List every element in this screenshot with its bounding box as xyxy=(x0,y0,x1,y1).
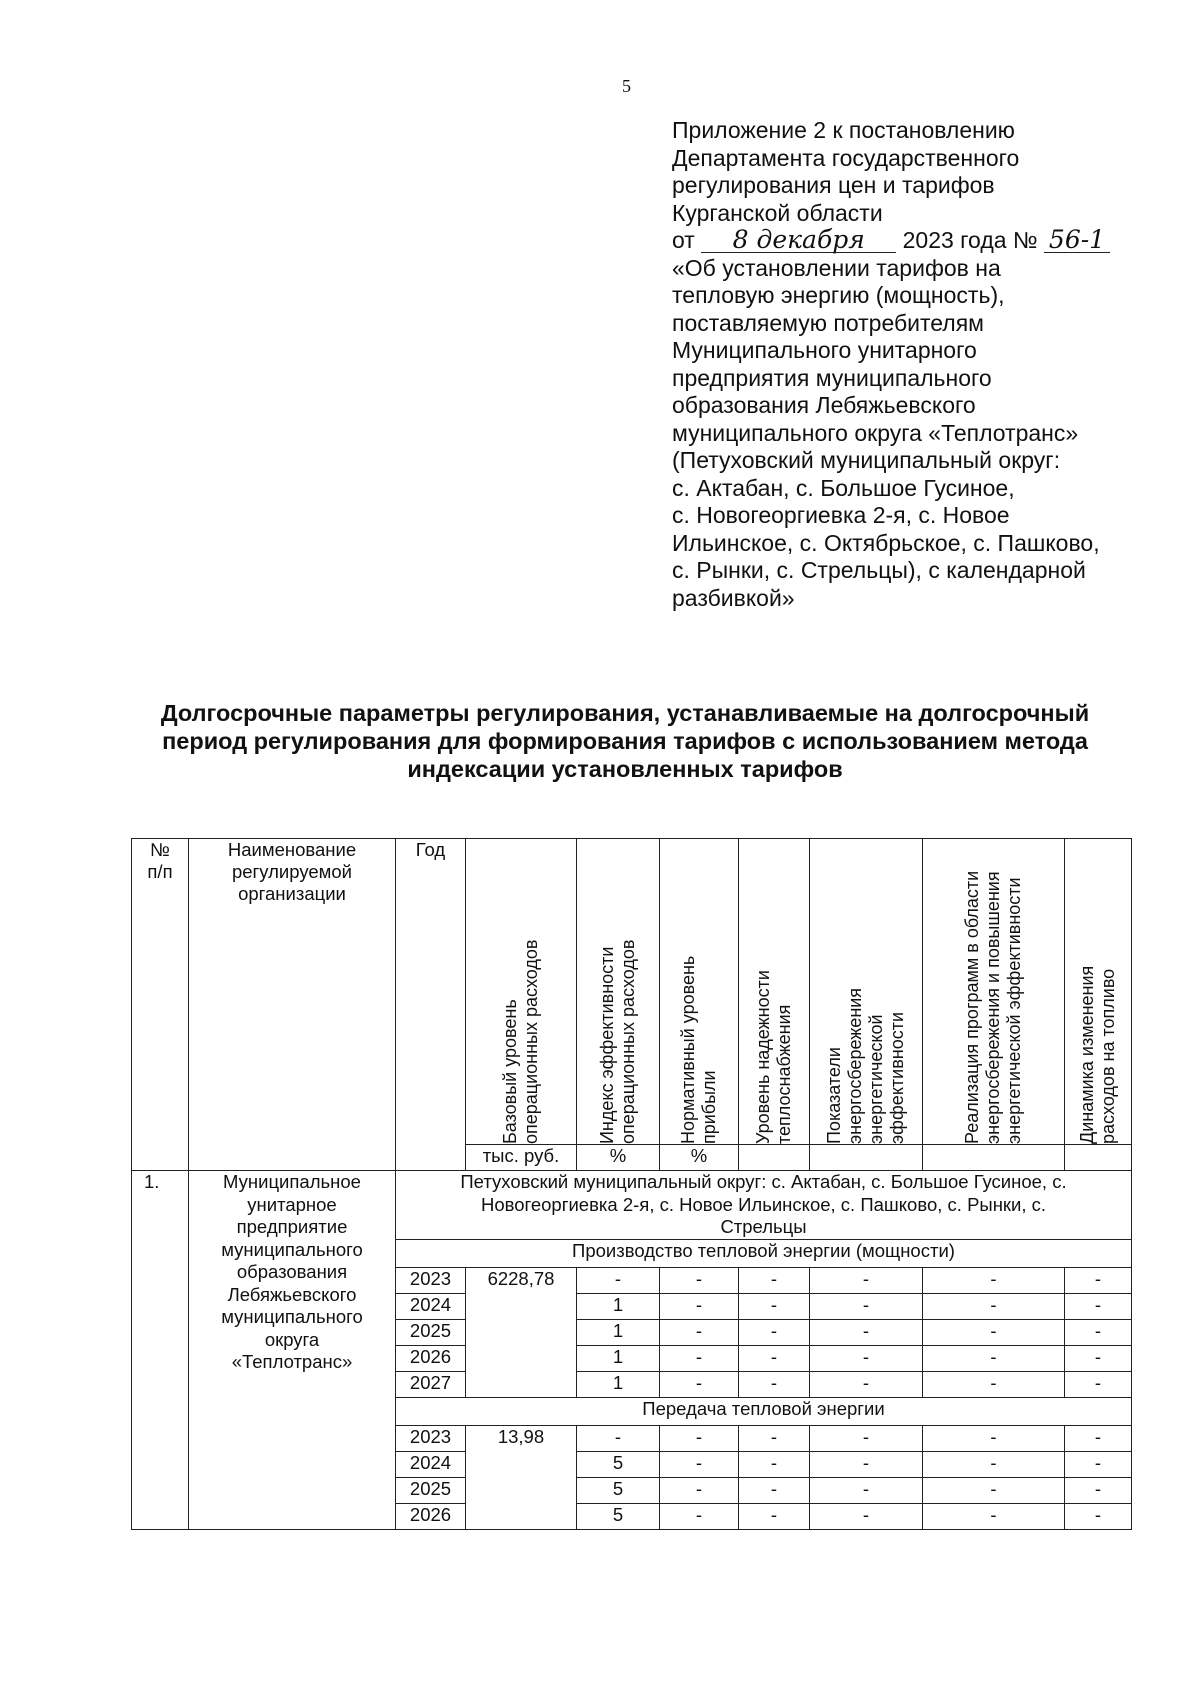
header-num: № п/п xyxy=(132,839,189,1171)
cell-profit: - xyxy=(660,1320,739,1346)
cell-year: 2024 xyxy=(396,1294,466,1320)
cell-programs: - xyxy=(923,1452,1065,1478)
appendix-line: предприятия муниципального xyxy=(672,364,992,391)
cell-index: 1 xyxy=(577,1320,660,1346)
cell-year: 2026 xyxy=(396,1346,466,1372)
cell-year: 2024 xyxy=(396,1452,466,1478)
cell-year: 2025 xyxy=(396,1320,466,1346)
cell-fuel: - xyxy=(1065,1504,1132,1530)
document-title xyxy=(120,699,1130,783)
cell-profit: - xyxy=(660,1452,739,1478)
unit-empty xyxy=(810,1145,923,1171)
appendix-line: поставляемую потребителям xyxy=(672,309,984,336)
cell-programs: - xyxy=(923,1268,1065,1294)
cell-profit: - xyxy=(660,1372,739,1398)
unit-profit: % xyxy=(660,1145,739,1171)
cell-programs: - xyxy=(923,1504,1065,1530)
cell-energy: - xyxy=(810,1346,923,1372)
cell-reliability: - xyxy=(739,1294,810,1320)
header-programs xyxy=(923,839,1065,1145)
parameters-table xyxy=(131,838,1132,1530)
cell-energy: - xyxy=(810,1294,923,1320)
date-suffix: 2023 года № xyxy=(902,227,1038,253)
appendix-line: Департамента государственного xyxy=(672,144,1020,171)
cell-year: 2023 xyxy=(396,1426,466,1452)
cell-index: 5 xyxy=(577,1504,660,1530)
organization-name: Муниципальное унитарное предприятие муниципального образования Лебяжьевского муниципального округа «Теплотранс» xyxy=(189,1171,396,1530)
cell-reliability: - xyxy=(739,1478,810,1504)
cell-profit: - xyxy=(660,1346,739,1372)
cell-reliability: - xyxy=(739,1268,810,1294)
header-row xyxy=(132,839,1132,1145)
cell-programs: - xyxy=(923,1346,1065,1372)
appendix-line: (Петуховский муниципальный округ: xyxy=(672,447,1061,473)
cell-profit: - xyxy=(660,1294,739,1320)
unit-empty xyxy=(739,1145,810,1171)
cell-index: 1 xyxy=(577,1294,660,1320)
unit-empty xyxy=(923,1145,1065,1171)
appendix-line: с. Актабан, с. Большое Гусиное, xyxy=(672,474,1015,501)
title-line: индексации установленных тарифов xyxy=(407,756,843,782)
appendix-block xyxy=(672,117,1142,612)
cell-programs: - xyxy=(923,1372,1065,1398)
cell-reliability: - xyxy=(739,1452,810,1478)
header-profit xyxy=(660,839,739,1145)
header-org: Наименование регулируемой организации xyxy=(189,839,396,1171)
header-fuel-text: Динамика изменения расходов на топливо xyxy=(1077,965,1118,1144)
cell-energy: - xyxy=(810,1426,923,1452)
appendix-line: Муниципального унитарного xyxy=(672,337,977,363)
cell-fuel: - xyxy=(1065,1268,1132,1294)
cell-programs: - xyxy=(923,1294,1065,1320)
cell-energy: - xyxy=(810,1452,923,1478)
appendix-line: «Об установлении тарифов на xyxy=(672,254,1001,281)
appendix-line: Ильинское, с. Октябрьское, с. Пашково, xyxy=(672,529,1100,556)
cell-fuel: - xyxy=(1065,1294,1132,1320)
cell-profit: - xyxy=(660,1268,739,1294)
handwritten-number: 56-1 xyxy=(1044,228,1110,253)
cell-profit: - xyxy=(660,1478,739,1504)
appendix-line: регулирования цен и тарифов xyxy=(672,172,995,198)
cell-base: 6228,78 xyxy=(466,1268,577,1398)
cell-fuel: - xyxy=(1065,1452,1132,1478)
cell-energy: - xyxy=(810,1372,923,1398)
appendix-line: образования Лебяжьевского xyxy=(672,392,976,418)
cell-energy: - xyxy=(810,1504,923,1530)
page-number: 5 xyxy=(622,76,631,96)
header-reliability xyxy=(739,839,810,1145)
cell-reliability: - xyxy=(739,1346,810,1372)
appendix-line: тепловую энергию (мощность), xyxy=(672,282,1005,308)
header-base xyxy=(466,839,577,1145)
title-line: период регулирования для формирования тарифов с использованием метода xyxy=(162,728,1088,754)
location-cell: Петуховский муниципальный округ: с. Актабан, с. Большое Гусиное, с. Новогеоргиевка 2-я, с. Новое Ильинское, с. Пашково, с. Рынки, с. Стрельцы xyxy=(396,1171,1132,1240)
date-prefix: от xyxy=(672,227,695,253)
header-index xyxy=(577,839,660,1145)
cell-programs: - xyxy=(923,1426,1065,1452)
header-year: Год xyxy=(396,839,466,1171)
cell-energy: - xyxy=(810,1478,923,1504)
cell-fuel: - xyxy=(1065,1478,1132,1504)
cell-fuel: - xyxy=(1065,1372,1132,1398)
unit-base: тыс. руб. xyxy=(466,1145,577,1171)
cell-reliability: - xyxy=(739,1504,810,1530)
appendix-line: Приложение 2 к постановлению xyxy=(672,117,1015,143)
row-number: 1. xyxy=(132,1171,189,1530)
cell-year: 2027 xyxy=(396,1372,466,1398)
section-title: Передача тепловой энергии xyxy=(396,1398,1132,1426)
cell-year: 2023 xyxy=(396,1268,466,1294)
header-index-text: Индекс эффективности операционных расходов xyxy=(597,939,638,1144)
handwritten-date: 8 декабря xyxy=(701,228,896,253)
header-profit-text: Нормативный уровень прибыли xyxy=(678,955,719,1144)
appendix-line: муниципального округа «Теплотранс» xyxy=(672,419,1079,446)
appendix-line: с. Новогеоргиевка 2-я, с. Новое xyxy=(672,502,1010,528)
cell-fuel: - xyxy=(1065,1426,1132,1452)
header-programs-text: Реализация программ в области энергосбережения и повышения энергетической эффективности xyxy=(962,870,1024,1144)
cell-index: 5 xyxy=(577,1452,660,1478)
appendix-line: Курганской области xyxy=(672,199,883,226)
cell-reliability: - xyxy=(739,1426,810,1452)
header-fuel xyxy=(1065,839,1132,1145)
section-title: Производство тепловой энергии (мощности) xyxy=(396,1240,1132,1268)
cell-index: 1 xyxy=(577,1346,660,1372)
cell-profit: - xyxy=(660,1504,739,1530)
header-reliability-text: Уровень надежности теплоснабжения xyxy=(753,970,794,1144)
cell-index: 5 xyxy=(577,1478,660,1504)
cell-index: 1 xyxy=(577,1372,660,1398)
appendix-date-line xyxy=(672,227,1142,255)
cell-index: - xyxy=(577,1268,660,1294)
cell-programs: - xyxy=(923,1478,1065,1504)
cell-reliability: - xyxy=(739,1372,810,1398)
cell-energy: - xyxy=(810,1268,923,1294)
header-base-text: Базовый уровень операционных расходов xyxy=(500,939,541,1144)
cell-programs: - xyxy=(923,1320,1065,1346)
unit-empty xyxy=(1065,1145,1132,1171)
header-energy xyxy=(810,839,923,1145)
cell-base: 13,98 xyxy=(466,1426,577,1530)
cell-fuel: - xyxy=(1065,1346,1132,1372)
unit-index: % xyxy=(577,1145,660,1171)
cell-energy: - xyxy=(810,1320,923,1346)
cell-reliability: - xyxy=(739,1320,810,1346)
header-energy-text: Показатели энергосбережения энергетической эффективности xyxy=(824,987,907,1144)
cell-index: - xyxy=(577,1426,660,1452)
title-line: Долгосрочные параметры регулирования, устанавливаемые на долгосрочный xyxy=(160,700,1090,726)
cell-fuel: - xyxy=(1065,1320,1132,1346)
appendix-line: разбивкой» xyxy=(672,584,795,611)
location-row xyxy=(132,1171,1132,1240)
appendix-line: с. Рынки, с. Стрельцы), с календарной xyxy=(672,557,1086,583)
cell-year: 2025 xyxy=(396,1478,466,1504)
cell-year: 2026 xyxy=(396,1504,466,1530)
cell-profit: - xyxy=(660,1426,739,1452)
